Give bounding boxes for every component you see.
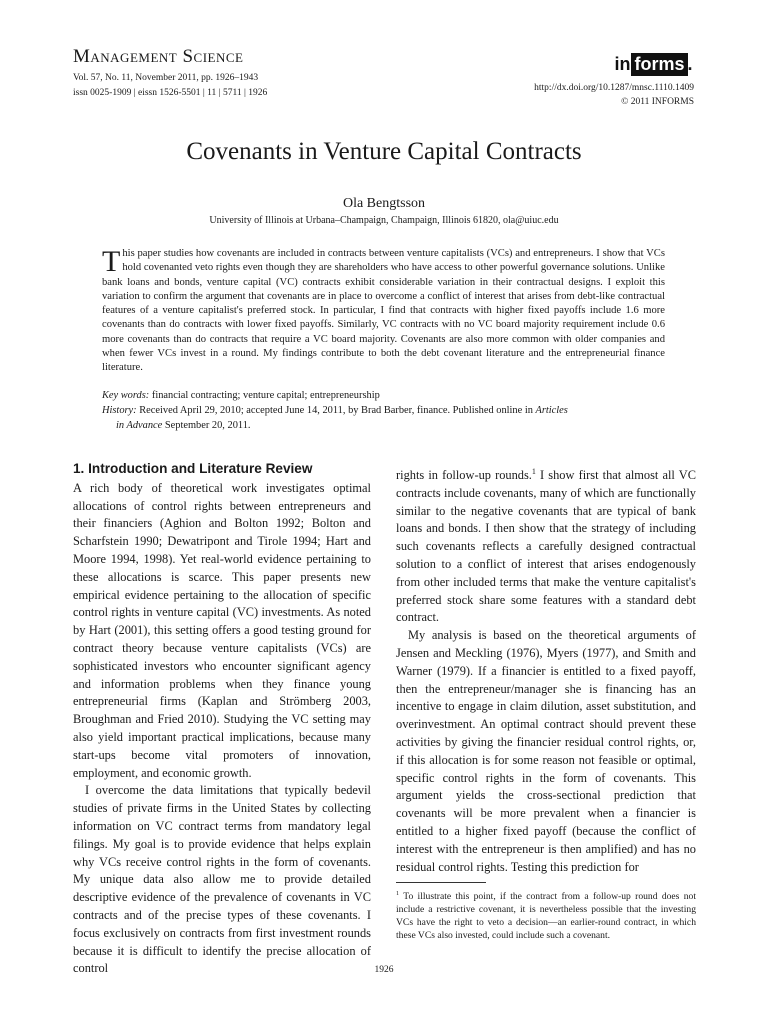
footnote-ref[interactable]: 1 bbox=[531, 466, 536, 476]
keywords-line bbox=[102, 390, 380, 401]
history-text: Received April 29, 2010; accepted June 14, 2011, by Brad Barber, finance. Published online in bbox=[139, 405, 533, 416]
copyright-line: © 2011 INFORMS bbox=[621, 97, 694, 107]
logo-part-forms: forms bbox=[631, 53, 687, 76]
abstract-text: his paper studies how covenants are included in contracts between venture capitalists (VCs) and entrepreneurs. I show that VCs hold covenanted veto rights even though they are shareholders who have access to other powerful governance solutions. Unlike bank loans and bonds, venture capital (VC) contracts exhibit considerable variation in their contractual designs. I exploit this variation to confirm the argument that covenants are in place to overcome a conflict of interest that arises from debt-like contractual features of a venture capitalist's preferred stock. In particular, I find that contracts with higher fixed payoffs include 1.6 more covenants than do contracts with lower fixed payoffs. Similarly, VC contracts with no VC board majority requirement include 0.6 more covenants than do contracts that require a VC board majority. Covenants are also more common with older companies and when fewer VCs invest in a round. My findings contribute to both the debt covenant literature and the entrepreneurial finance literature. bbox=[102, 248, 665, 374]
history-italic-in-advance: in Advance bbox=[116, 419, 163, 431]
keywords-text: financial contracting; venture capital; entrepreneurship bbox=[151, 390, 380, 401]
right-paragraph-1-start: rights in follow-up rounds. bbox=[396, 468, 532, 482]
volume-line: Vol. 57, No. 11, November 2011, pp. 1926–1943 bbox=[73, 73, 259, 83]
left-paragraph-2: I overcome the data limitations that typically bedevil studies of private firms in the United States by collecting information on VC contract terms from mandatory legal filings. My goal is to provide evidence that helps explain why VCs receive control rights in the form of covenants. My unique data also allow me to provide detailed descriptive evidence of the prevalence of covenants in VC contracts and of the precise types of these covenants. I focus exclusively on contracts from first investment rounds because it is difficult to identify the precise allocation of control bbox=[73, 783, 371, 976]
author-name: Ola Bengtsson bbox=[342, 196, 426, 211]
section-heading: 1. Introduction and Literature Review bbox=[73, 461, 313, 476]
logo-suffix: . bbox=[687, 53, 693, 74]
doi-link[interactable]: http://dx.doi.org/10.1287/mnsc.1110.1409 bbox=[534, 83, 694, 93]
page-number: 1926 bbox=[374, 965, 394, 975]
author-affiliation: University of Illinois at Urbana–Champaign, Champaign, Illinois 61820, ola@uiuc.edu bbox=[209, 215, 559, 226]
issn-line: issn 0025-1909 | eissn 1526-5501 | 11 | 5711 | 1926 bbox=[73, 88, 268, 98]
footnote-rule bbox=[396, 882, 486, 883]
footnote-marker: 1 bbox=[396, 889, 400, 897]
keywords-label: Key words: bbox=[102, 390, 150, 401]
article-title: Covenants in Venture Capital Contracts bbox=[186, 138, 582, 165]
history-line bbox=[102, 404, 665, 433]
footnote-text: To illustrate this point, if the contract from a follow-up round does not include a restrictive covenant, it is nevertheless possible that the investing VCs have the right to veto a decision—an earlier-round contract, in which these VCs also invested, could include such a covenant. bbox=[396, 891, 696, 942]
informs-logo bbox=[614, 49, 693, 79]
abstract-dropcap: T bbox=[102, 245, 121, 278]
right-paragraph-1 bbox=[396, 467, 696, 627]
left-column bbox=[73, 460, 371, 978]
right-column bbox=[396, 467, 696, 876]
right-paragraph-1-rest: I show first that almost all VC contracts include covenants, many of which are functionally similar to the negative covenants that are typical of bank loans and bonds. I then show that the strategy of including such covenants reflects a carefully designed contractual solution to a conflict of interest that arises endogenously from other included terms that make the venture capitalist's preferred stock share some features with a standard debt contract. bbox=[396, 468, 696, 625]
right-paragraph-2: My analysis is based on the theoretical arguments of Jensen and Meckling (1976), Myers (1977), and Smith and Warner (1979). If a financier is entitled to a fixed payoff, then the entrepreneur/manager she is financing has an incentive to engage in claim dilution, asset substitution, and overinvestment. An optimal contract should prevent these activities by giving the financier residual control rights, or, if this allocation is for some reason not feasible or optimal, specific control rights in the form of covenants. This argument yields the cross-sectional prediction that covenants will be more prevalent when a financier is entitled to a higher fixed payoff (because the conflict of interest with the entrepreneur is then amplified) and has no residual control rights. Testing this prediction for bbox=[396, 628, 696, 874]
abstract bbox=[102, 247, 665, 376]
history-label: History: bbox=[102, 405, 137, 416]
footnote bbox=[396, 890, 696, 942]
left-paragraph-1: A rich body of theoretical work investigates optimal allocations of control rights between entrepreneurs and their financiers (Aghion and Bolton 1992; Bolton and Scharfstein 1990; Dewatripont and Tirole 1994; Hart and Moore 1994, 1998). Yet real-world evidence pertaining to these allocations is scarce. This paper presents new empirical evidence pertaining to the allocation of specific control rights in venture capital (VC) investments. As noted by Hart (2001), this setting offers a good testing ground for contract theory because venture capitalists (VCs) are sophisticated investors who encounter significant agency and information problems when they finance young entrepreneurial firms (Kaplan and Strömberg 2003, Broughman and Fried 2010). Studying the VC setting may also yield important practical implications, because many start-ups become vital promoters of innovation, employment, and economic growth. bbox=[73, 480, 371, 780]
logo-part-in: in bbox=[614, 53, 631, 74]
history-italic-articles: Articles bbox=[535, 405, 568, 416]
journal-title: Management Science bbox=[73, 46, 244, 67]
history-text-date: September 20, 2011. bbox=[164, 419, 251, 431]
